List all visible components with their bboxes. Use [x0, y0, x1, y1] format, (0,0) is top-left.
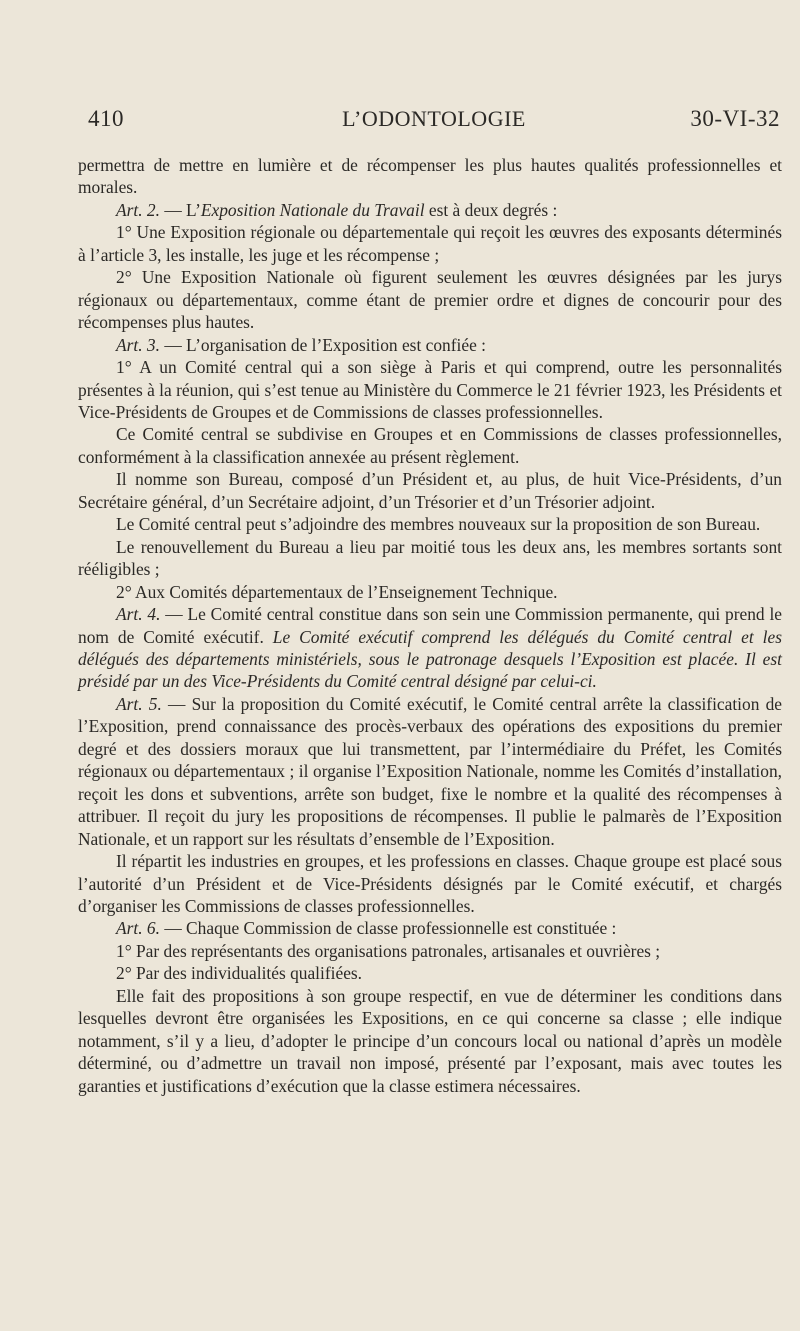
paragraph: 2° Aux Comités départementaux de l’Enseignement Technique. — [116, 581, 558, 602]
paragraph: Ce Comité central se subdivise en Groupes et en Commissions de classes professionnelles, conformément à la classification annexée au présent règlement. — [78, 424, 782, 467]
article-label: Art. 6. — [116, 918, 160, 939]
paragraph: permettra de mettre en lumière et de récompenser les plus hautes qualités professionnelles et morales. — [78, 155, 782, 198]
paragraph: Art. 4. — Le Comité central constitue dans son sein une Commission permanente, qui prend le nom de Comité exécutif. Le Comité exécutif comprend les délégués du Comité central et les délégués des départements ministériels, sous le patronage desquels l’Exposition est placée. Il est présidé par un des Vice-Présidents du Comité central désigné par celui-ci. — [78, 604, 783, 692]
paragraph: Art. 2. — L’Exposition Nationale du Travail est à deux degrés : — [116, 199, 558, 220]
paragraph: Art. 3. — L’organisation de l’Exposition est confiée : — [116, 334, 486, 355]
paragraph: Il nomme son Bureau, composé d’un Président et, au plus, de huit Vice-Présidents, d’un Secrétaire général, d’un Secrétaire adjoint, d’un Trésorier et d’un Trésorier adjoint. — [78, 469, 782, 512]
body-text — [78, 154, 782, 1097]
issue-date: 30-VI-32 — [690, 106, 780, 131]
paragraph: Le Comité central peut s’adjoindre des membres nouveaux sur la proposition de son Bureau. — [116, 514, 761, 535]
paragraph: Elle fait des propositions à son groupe respectif, en vue de déterminer les conditions dans lesquelles devront être organisées les Expositions, en ce qui concerne sa classe ; elle indique notamment, s’il y a lieu, d’adopter le principe d’un concours local ou national d’après un modèle déterminé, ou d’admettre un travail non imposé, présenté par l’exposant, mais avec toutes les garanties et justifications d’exécution que la classe estimera nécessaires. — [78, 985, 782, 1096]
article-label: Art. 4. — [116, 604, 161, 625]
paragraph: 2° Une Exposition Nationale où figurent seulement les œuvres désignées par les jurys régionaux ou départementaux, comme étant de premier ordre et dignes de concourir pour des récompenses plus hautes. — [78, 267, 782, 333]
paragraph: 2° Par des individualités qualifiées. — [116, 963, 363, 984]
paragraph: 1° Une Exposition régionale ou départementale qui reçoit les œuvres des exposants déterminés à l’article 3, les installe, les juge et les récompense ; — [78, 222, 782, 265]
article-label: Art. 2. — [116, 199, 160, 220]
article-label: Art. 5. — [116, 693, 162, 714]
running-title: L’ODONTOLOGIE — [342, 106, 526, 131]
page-number: 410 — [88, 106, 124, 131]
page-header — [88, 106, 780, 140]
paragraph: 1° Par des représentants des organisations patronales, artisanales et ouvrières ; — [116, 940, 661, 961]
article-label: Art. 3. — [116, 334, 160, 355]
paragraph: Art. 6. — Chaque Commission de classe professionnelle est constituée : — [116, 918, 617, 939]
paragraph: 1° A un Comité central qui a son siège à Paris et qui comprend, outre les personnalités présentes à la réunion, qui s’est tenue au Ministère du Commerce le 21 février 1923, les Présidents et Vice-Présidents de Groupes et de Commissions de classes professionnelles. — [78, 357, 782, 422]
paragraph: Le renouvellement du Bureau a lieu par moitié tous les deux ans, les membres sortants sont rééligibles ; — [78, 536, 782, 580]
paragraph: Art. 5. — Sur la proposition du Comité exécutif, le Comité central arrête la classification de l’Exposition, prend connaissance des procès-verbaux des opérations des expositions du premier degré et des dossiers moraux que lui transmettent, par l’intermédiaire du Préfet, les Comités régionaux ou départementaux ; il organise l’Exposition Nationale, nomme les Comités d’installation, reçoit les dons et subventions, arrête son budget, fixe le nombre et la qualité des récompenses à attribuer. Il reçoit du jury les propositions de récompenses. Il publie le palmarès de l’Exposition Nationale, et un rapport sur les résultats d’ensemble de l’Exposition. — [78, 693, 783, 849]
paragraph: Il répartit les industries en groupes, et les professions en classes. Chaque groupe est placé sous l’autorité d’un Président et de Vice-Présidents désignés par le Comité exécutif, et chargés d’organiser les Commissions de classes professionnelles. — [78, 851, 782, 916]
